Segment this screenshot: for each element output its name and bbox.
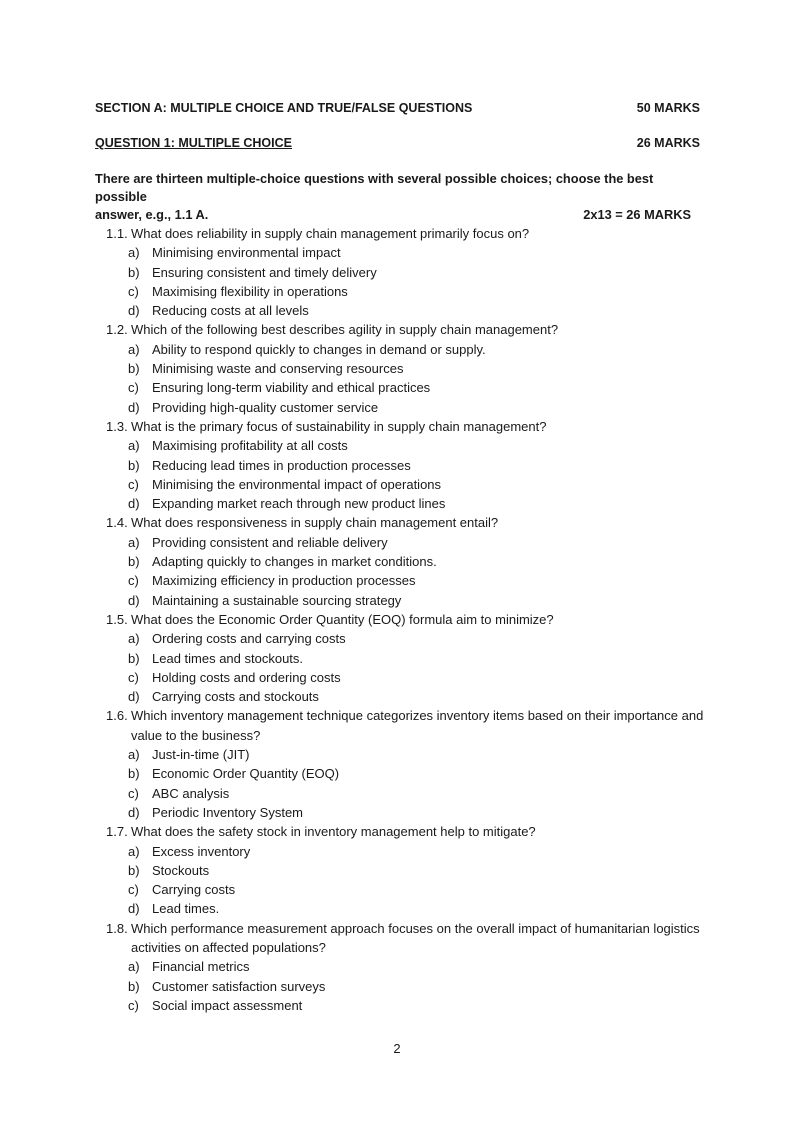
option-text: ABC analysis: [152, 785, 230, 801]
option: [106, 552, 706, 571]
question-text: What does reliability in supply chain management primarily focus on?: [131, 226, 530, 241]
question-marks: 26 MARKS: [636, 136, 700, 150]
option: [106, 861, 706, 880]
question-text: What does the Economic Order Quantity (EOQ) formula aim to minimize?: [131, 611, 554, 627]
option-text: Excess inventory: [152, 843, 251, 859]
option-text: Minimising the environmental impact of operations: [152, 476, 442, 492]
question-stem: [106, 224, 706, 243]
option-text: Customer satisfaction surveys: [152, 978, 326, 994]
option: [106, 803, 706, 822]
option-letter: a): [128, 534, 140, 550]
option-text: Adapting quickly to changes in market conditions.: [152, 554, 437, 570]
option-text: Reducing costs at all levels: [152, 303, 309, 319]
option-letter: c): [128, 380, 139, 396]
option: [106, 745, 706, 764]
instructions: [95, 170, 705, 224]
question-text: What does responsiveness in supply chain management entail?: [131, 515, 499, 531]
option-letter: d): [128, 303, 140, 319]
option-text: Holding costs and ordering costs: [152, 669, 341, 685]
option-letter: d): [128, 689, 140, 705]
question-number: 1.7.: [106, 824, 128, 840]
question-number: 1.1.: [106, 226, 128, 241]
option-letter: d): [128, 804, 140, 820]
option-letter: c): [128, 573, 139, 589]
option-letter: c): [128, 476, 139, 492]
option: [106, 475, 706, 494]
option-letter: d): [128, 901, 140, 917]
question-text: Which performance measurement approach focuses on the overall impact of humanitarian logistics activities on affected populations?: [131, 920, 700, 955]
question-text: What is the primary focus of sustainability in supply chain management?: [131, 418, 547, 434]
option-text: Lead times and stockouts.: [152, 650, 304, 666]
question-item: [106, 224, 706, 320]
section-header: [95, 101, 700, 115]
option-letter: b): [128, 554, 140, 570]
option: [106, 842, 706, 861]
option-text: Ordering costs and carrying costs: [152, 631, 346, 647]
option: [106, 243, 706, 262]
option-letter: a): [128, 747, 140, 763]
option: [106, 957, 706, 976]
option: [106, 398, 706, 417]
option-letter: b): [128, 650, 140, 666]
question-title: QUESTION 1: MULTIPLE CHOICE: [95, 136, 292, 150]
option-letter: b): [128, 766, 140, 782]
question-number: 1.3.: [106, 418, 128, 434]
question-item: [106, 610, 706, 706]
instructions-line2: answer, e.g., 1.1 A.: [95, 207, 209, 222]
question-stem: [106, 417, 706, 436]
question-item: [106, 919, 706, 1015]
option-letter: c): [128, 283, 139, 299]
option-text: Social impact assessment: [152, 997, 303, 1013]
option-text: Maximising profitability at all costs: [152, 438, 348, 454]
option-letter: d): [128, 592, 140, 608]
question-number: 1.2.: [106, 322, 128, 338]
section-marks: 50 MARKS: [636, 101, 700, 115]
option: [106, 764, 706, 783]
question-text: What does the safety stock in inventory management help to mitigate?: [131, 824, 536, 840]
option-letter: a): [128, 959, 140, 975]
option: [106, 456, 706, 475]
question-item: [106, 706, 706, 822]
option-text: Ensuring long-term viability and ethical practices: [152, 380, 431, 396]
option-text: Maintaining a sustainable sourcing strategy: [152, 592, 402, 608]
question-stem: [106, 320, 706, 339]
option-text: Just-in-time (JIT): [152, 747, 250, 763]
question-number: 1.5.: [106, 611, 128, 627]
option-text: Financial metrics: [152, 959, 250, 975]
option-text: Economic Order Quantity (EOQ): [152, 766, 340, 782]
option: [106, 784, 706, 803]
option: [106, 880, 706, 899]
question-text: Which inventory management technique categorizes inventory items based on their importance and value to the business?: [131, 708, 704, 743]
option-letter: d): [128, 399, 140, 415]
option-letter: c): [128, 882, 139, 898]
option-letter: a): [128, 438, 140, 454]
option-letter: b): [128, 264, 140, 280]
question-stem: [106, 610, 706, 629]
option: [106, 649, 706, 668]
option: [106, 899, 706, 918]
option-text: Expanding market reach through new product lines: [152, 496, 446, 512]
question-stem: [106, 706, 706, 745]
page-number: 2: [393, 1041, 401, 1056]
option-text: Maximising flexibility in operations: [152, 283, 348, 299]
option-letter: b): [128, 978, 140, 994]
option: [106, 263, 706, 282]
option-text: Carrying costs and stockouts: [152, 689, 319, 705]
option: [106, 378, 706, 397]
option: [106, 494, 706, 513]
option-letter: a): [128, 843, 140, 859]
option-letter: a): [128, 341, 140, 357]
option-text: Carrying costs: [152, 882, 236, 898]
option: [106, 436, 706, 455]
question-item: [106, 513, 706, 609]
question-item: [106, 320, 706, 416]
question-number: 1.6.: [106, 708, 128, 724]
option: [106, 668, 706, 687]
question-number: 1.4.: [106, 515, 128, 531]
option-letter: c): [128, 785, 139, 801]
option-text: Providing high-quality customer service: [152, 399, 379, 415]
option: [106, 687, 706, 706]
option-text: Minimising environmental impact: [152, 245, 341, 261]
question-list: [106, 224, 706, 1015]
question-item: [106, 417, 706, 513]
question-stem: [106, 919, 706, 958]
option-text: Stockouts: [152, 862, 210, 878]
option: [106, 629, 706, 648]
option: [106, 359, 706, 378]
option-letter: a): [128, 245, 140, 261]
option-letter: a): [128, 631, 140, 647]
option: [106, 301, 706, 320]
option-letter: c): [128, 669, 139, 685]
option-text: Ability to respond quickly to changes in demand or supply.: [152, 341, 486, 357]
question-header: [95, 136, 700, 150]
option: [106, 977, 706, 996]
option-letter: d): [128, 496, 140, 512]
option-text: Periodic Inventory System: [152, 804, 304, 820]
instructions-marks: 2x13 = 26 MARKS: [583, 207, 691, 222]
option-text: Maximizing efficiency in production processes: [152, 573, 416, 589]
question-stem: [106, 822, 706, 841]
option-letter: b): [128, 457, 140, 473]
question-text: Which of the following best describes agility in supply chain management?: [131, 322, 559, 338]
section-title: SECTION A: MULTIPLE CHOICE AND TRUE/FALSE QUESTIONS: [95, 101, 473, 115]
option: [106, 591, 706, 610]
option-text: Ensuring consistent and timely delivery: [152, 264, 377, 280]
option-letter: c): [128, 997, 139, 1013]
option-text: Reducing lead times in production processes: [152, 457, 411, 473]
option: [106, 571, 706, 590]
option: [106, 282, 706, 301]
instructions-line1: There are thirteen multiple-choice questions with several possible choices; choose the best possible: [95, 171, 654, 204]
option-text: Providing consistent and reliable delivery: [152, 534, 388, 550]
question-number: 1.8.: [106, 920, 128, 936]
question-stem: [106, 513, 706, 532]
option-letter: b): [128, 361, 140, 377]
option: [106, 340, 706, 359]
option-text: Minimising waste and conserving resources: [152, 361, 404, 377]
option: [106, 533, 706, 552]
option-letter: b): [128, 862, 140, 878]
option-text: Lead times.: [152, 901, 220, 917]
question-item: [106, 822, 706, 918]
option: [106, 996, 706, 1015]
